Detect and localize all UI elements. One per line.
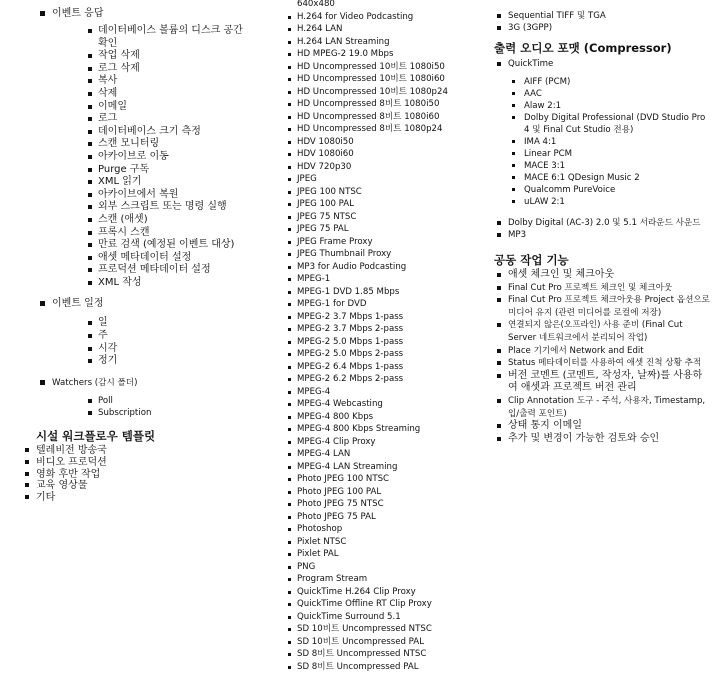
watchers-subitem: Poll: [52, 395, 270, 408]
event-response-list: [52, 25, 270, 289]
audio-format-item: Linear PCM: [494, 148, 710, 160]
format-item: MPEG-2 6.2 Mbps 2-pass: [288, 373, 488, 386]
format-item: JPEG 100 PAL: [288, 198, 488, 211]
collab-item: 연결되지 않은(오프라인) 사용 준비 (Final Cut Server 네트워크에서 분리되어 작업): [494, 319, 710, 344]
collab-item: Clip Annotation 도구 - 주석, 사용자, Timestamp, 입/출력 포인트): [494, 395, 710, 420]
event-schedule-subitem: 일: [52, 317, 270, 330]
event-schedule-subitem: 주: [52, 330, 270, 343]
format-item: HD Uncompressed 10비트 1080i60: [288, 73, 488, 86]
format-item: HDV 720p30: [288, 161, 488, 174]
format-item: Pixlet PAL: [288, 548, 488, 561]
quicktime-label: QuickTime: [508, 59, 554, 69]
format-item: JPEG Thumbnail Proxy: [288, 248, 488, 261]
format-item: Photoshop: [288, 523, 488, 536]
format-item: HDV 1080i50: [288, 136, 488, 149]
event-schedule-subitem: 시각: [52, 343, 270, 356]
event-schedule-list: [52, 317, 270, 367]
event-response-subitem: 스캔 모니터링: [52, 138, 270, 151]
format-item: Pixlet NTSC: [288, 536, 488, 549]
format-item: Program Stream: [288, 573, 488, 586]
templates-list: [22, 445, 270, 504]
format-item: MPEG-4 LAN Streaming: [288, 461, 488, 474]
format-item: MPEG-4 800 Kbps: [288, 411, 488, 424]
format-item: JPEG: [288, 173, 488, 186]
event-response-subitem: 스캔 (애셋): [52, 214, 270, 227]
format-item: MPEG-4 Clip Proxy: [288, 436, 488, 449]
format-item: 3G (3GPP): [494, 22, 716, 34]
format-item: Photo JPEG 100 PAL: [288, 486, 488, 499]
format-item: MPEG-2 5.0 Mbps 2-pass: [288, 348, 488, 361]
event-response-subitem: 로그: [52, 113, 270, 126]
format-item: MPEG-1 DVD 1.85 Mbps: [288, 286, 488, 299]
format-item: HD Uncompressed 8비트 1080i50: [288, 98, 488, 111]
format-item: JPEG 75 NTSC: [288, 211, 488, 224]
format-item: QuickTime H.264 Clip Proxy: [288, 586, 488, 599]
format-item: MPEG-4: [288, 386, 488, 399]
collab-item: Final Cut Pro 프로젝트 체크아웃용 Project 옵션으로 미디어 유지 (관련 미디어를 로컬에 저장): [494, 294, 710, 319]
templates-heading: 시설 워크플로우 템플릿: [36, 429, 156, 444]
format-item: Photo JPEG 100 NTSC: [288, 473, 488, 486]
collab-item: 추가 및 변경이 가능한 검토와 승인: [494, 433, 710, 446]
event-response-subitem: 데이터베이스 크기 측정: [52, 126, 270, 139]
format-item: HD Uncompressed 10비트 1080p24: [288, 86, 488, 99]
watchers-item: [22, 377, 270, 420]
format-item: QuickTime Surround 5.1: [288, 611, 488, 624]
format-item: MPEG-2 3.7 Mbps 1-pass: [288, 311, 488, 324]
event-response-subitem: 복사: [52, 75, 270, 88]
quicktime-item: [494, 58, 716, 70]
event-response-subitem: 만료 검색 (예정된 이벤트 대상): [52, 239, 270, 252]
event-response-subitem: 아카이브에서 복원: [52, 189, 270, 202]
format-item: MPEG-1: [288, 273, 488, 286]
audio-format-item: AAC: [494, 88, 710, 100]
format-item: Photo JPEG 75 PAL: [288, 511, 488, 524]
format-item: HD Uncompressed 10비트 1080i50: [288, 61, 488, 74]
watchers-label: Watchers (감시 폴더): [52, 377, 138, 388]
template-item: 영화 후반 작업: [22, 469, 270, 481]
event-response-subitem: XML 읽기: [52, 176, 270, 189]
audio-format-item: Alaw 2:1: [494, 100, 710, 112]
format-item: H.264 LAN Streaming: [288, 36, 488, 49]
collab-item: 버전 코멘트 (코멘트, 작성자, 날짜)를 사용하여 애셋과 프로젝트 버전 관리: [494, 370, 710, 395]
audio-format-item: AIFF (PCM): [494, 76, 710, 88]
format-item: MP3 for Audio Podcasting: [288, 261, 488, 274]
audio-format-item: Dolby Digital Professional (DVD Studio Pro 4 및 Final Cut Studio 전용): [494, 112, 710, 136]
event-response-subitem: 데이터베이스 볼륨의 디스크 공간 확인: [52, 25, 270, 50]
event-response-subitem: 아카이브로 이동: [52, 151, 270, 164]
template-item: 비디오 프로덕션: [22, 457, 270, 469]
audio-item: MP3: [494, 229, 708, 241]
template-item: 기타: [22, 492, 270, 504]
event-response-subitem: 외부 스크립트 또는 명령 실행: [52, 201, 270, 214]
format-item: MPEG-1 for DVD: [288, 298, 488, 311]
audio-format-item: IMA 4:1: [494, 136, 710, 148]
event-schedule-subitem: 정기: [52, 355, 270, 368]
audio-heading: 출력 오디오 포맷 (Compressor): [494, 41, 672, 55]
collab-heading: 공동 작업 기능: [494, 253, 569, 267]
audio-format-item: MACE 6:1 QDesign Music 2: [494, 172, 710, 184]
format-item: MPEG-2 5.0 Mbps 1-pass: [288, 336, 488, 349]
template-item: 텔레비전 방송국: [22, 445, 270, 457]
format-item: H.264 for Video Podcasting: [288, 11, 488, 24]
audio-item: Dolby Digital (AC-3) 2.0 및 5.1 서라운드 사운드: [494, 217, 708, 229]
format-item: HD MPEG-2 19.0 Mbps: [288, 48, 488, 61]
format-item: MPEG-4 800 Kbps Streaming: [288, 423, 488, 436]
watchers-list: [52, 395, 270, 420]
format-item: PNG: [288, 561, 488, 574]
audio-format-item: MACE 3:1: [494, 160, 710, 172]
audio-format-item: uLAW 2:1: [494, 196, 710, 208]
collab-item: Status 메타데이터를 사용하여 애셋 진척 상황 추적: [494, 357, 710, 370]
format-item: MPEG-4 Webcasting: [288, 398, 488, 411]
format-item: MPEG-4 LAN: [288, 448, 488, 461]
event-response-subitem: Purge 구독: [52, 164, 270, 177]
format-item: JPEG Frame Proxy: [288, 236, 488, 249]
collab-item: 상태 통지 이메일: [494, 420, 710, 433]
format-item: JPEG 100 NTSC: [288, 186, 488, 199]
event-schedule-label: 이벤트 일정: [52, 298, 104, 310]
audio-list: [494, 217, 716, 241]
audio-format-item: Qualcomm PureVoice: [494, 184, 710, 196]
format-first-line: 640x480: [297, 0, 335, 9]
format-item: SD 10비트 Uncompressed PAL: [288, 636, 488, 649]
event-response-subitem: 로그 삭제: [52, 63, 270, 76]
watchers-subitem: Subscription: [52, 407, 270, 420]
middle-column: [288, 0, 488, 673]
format-item: MPEG-2 6.4 Mbps 1-pass: [288, 361, 488, 374]
top-format-list: [494, 10, 716, 34]
event-response-subitem: 삭제: [52, 88, 270, 101]
format-item: SD 10비트 Uncompressed NTSC: [288, 623, 488, 636]
format-item: HD Uncompressed 8비트 1080i60: [288, 111, 488, 124]
event-schedule-item: [22, 298, 270, 367]
collab-item: Final Cut Pro 프로젝트 체크인 및 체크아웃: [494, 282, 710, 295]
collab-item: 애셋 체크인 및 체크아웃: [494, 269, 710, 282]
format-item: SD 8비트 Uncompressed PAL: [288, 661, 488, 674]
right-column: [494, 0, 716, 445]
event-response-subitem: 작업 삭제: [52, 50, 270, 63]
format-item: JPEG 75 PAL: [288, 223, 488, 236]
event-response-item: [22, 8, 270, 289]
format-list: [288, 0, 488, 673]
format-item: Sequential TIFF 및 TGA: [494, 10, 716, 22]
format-item: HDV 1080i60: [288, 148, 488, 161]
format-item: QuickTime Offline RT Clip Proxy: [288, 598, 488, 611]
format-item: H.264 LAN: [288, 23, 488, 36]
format-item: HD Uncompressed 8비트 1080p24: [288, 123, 488, 136]
format-item: SD 8비트 Uncompressed NTSC: [288, 648, 488, 661]
format-item: Photo JPEG 75 NTSC: [288, 498, 488, 511]
collab-item: Place 기기에서 Network and Edit: [494, 345, 710, 358]
event-response-subitem: 프로덕션 메타데이터 설정: [52, 264, 270, 277]
event-response-subitem: 애셋 메타데이터 설정: [52, 252, 270, 265]
collab-list: [494, 269, 716, 445]
event-response-subitem: 프록시 스캔: [52, 227, 270, 240]
quicktime-list: [494, 76, 716, 208]
event-response-subitem: 이메일: [52, 101, 270, 114]
event-response-subitem: XML 작성: [52, 277, 270, 290]
event-response-label: 이벤트 응답: [52, 8, 104, 19]
template-item: 교육 영상물: [22, 480, 270, 492]
left-column: [22, 0, 270, 504]
format-item: MPEG-2 3.7 Mbps 2-pass: [288, 323, 488, 336]
